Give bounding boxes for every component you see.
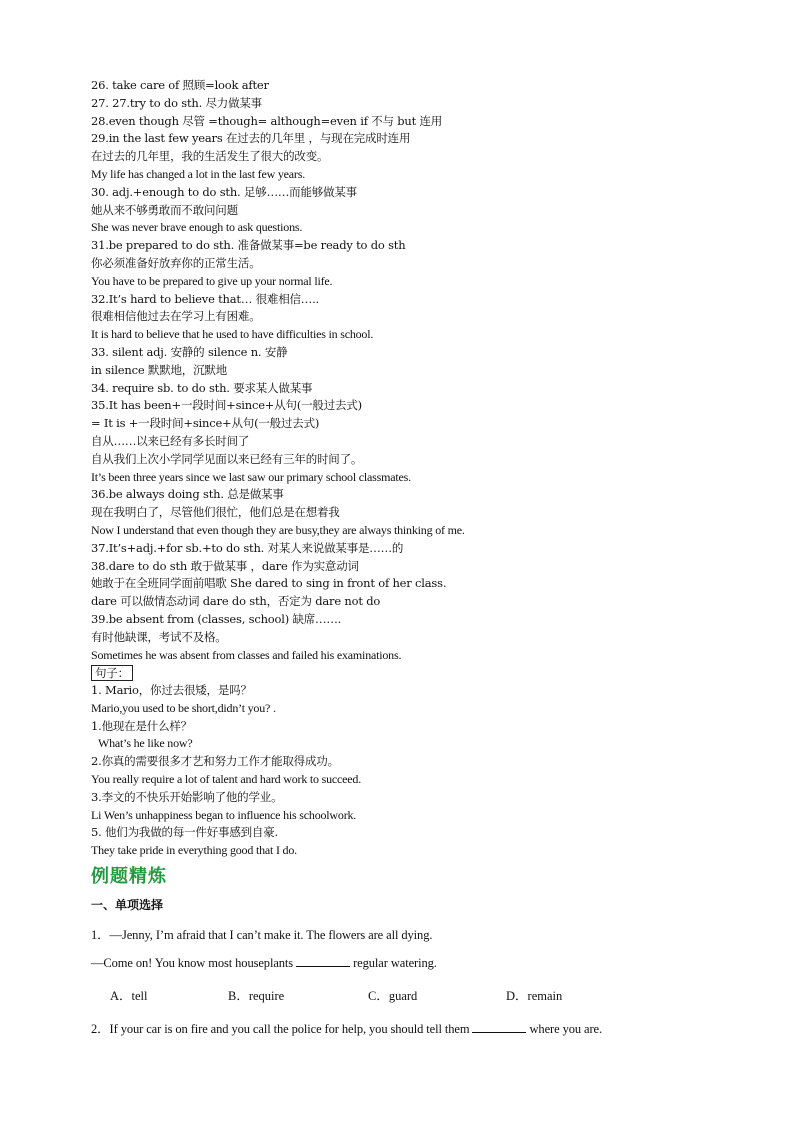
note-line: 28.even though 尽管 =though= although=even if 不与 but 连用 (91, 113, 443, 128)
note-line: 她从来不够勇敢而不敢问问题 (91, 202, 238, 217)
note-line: 有时他缺课，考试不及格。 (91, 629, 227, 644)
note-line: It is hard to believe that he used to have difficulties in school. (91, 327, 374, 342)
question-1-prompt-before: —Come on! You know most houseplants (91, 956, 297, 970)
note-line: 你必须准备好放弃你的正常生活。 (91, 255, 261, 270)
note-line: You really require a lot of talent and hard work to succeed. (91, 772, 362, 787)
note-line: 在过去的几年里，我的生活发生了很大的改变。 (91, 149, 329, 164)
note-line: 1.他现在是什么样？ (91, 718, 192, 733)
note-line: 31.be prepared to do sth. 准备做某事=be ready to do sth (91, 238, 406, 253)
note-line: 很难相信他过去在学习上有困难。 (91, 309, 261, 324)
note-line: 自从……以来已经有多长时间了 (91, 433, 250, 448)
note-line: = It is +一段时间+since+从句(一般过去式) (91, 416, 320, 431)
note-line: 自从我们上次小学同学见面以来已经有三年的时间了。 (91, 451, 363, 466)
option-b: B．require (228, 989, 285, 1003)
note-line: 32.It’s hard to believe that… 很难相信….. (91, 291, 320, 306)
note-line: What’s he like now? (98, 736, 193, 751)
note-line: You have to be prepared to give up your normal life. (91, 273, 333, 288)
note-line: 2.你真的需要很多才艺和努力工作才能取得成功。 (91, 754, 339, 769)
note-line: 37.It’s+adj.+for sb.+to do sth. 对某人来说做某事是……的 (91, 540, 404, 555)
note-line: dare 可以做情态动词 dare do sth，否定为 dare not do (91, 594, 381, 609)
question-2-after: where you are. (526, 1022, 603, 1036)
note-line: She was never brave enough to ask questions. (91, 220, 303, 235)
option-d: D．remain (506, 989, 563, 1003)
question-1-prompt (91, 956, 437, 971)
question-2-before: 2．If your car is on fire and you call the police for help, you should tell them (91, 1022, 473, 1036)
section-heading: 例题精炼 (91, 866, 167, 887)
note-line: Mario,you used to be short,didn’t you? . (91, 700, 276, 715)
sentences-label: 句子： (91, 665, 133, 681)
answer-blank (296, 956, 350, 967)
note-line: 5. 他们为我做的每一件好事感到自豪. (91, 825, 278, 840)
note-line: 29.in the last few years 在过去的几年里 ，与现在完成时连用 (91, 131, 411, 146)
question-1-prompt-after: regular watering. (350, 956, 437, 970)
note-line: in silence 默默地，沉默地 (91, 362, 228, 377)
note-line: They take pride in everything good that I do. (91, 843, 297, 858)
note-line: Li Wen’s unhappiness began to influence his schoolwork. (91, 807, 357, 822)
note-line: Sometimes he was absent from classes and failed his examinations. (91, 647, 402, 662)
note-line: 35.It has been+一段时间+since+从句(一般过去式) (91, 398, 362, 413)
answer-blank (472, 1022, 526, 1033)
sentences-label-line (91, 664, 731, 682)
note-line: 她敢于在全班同学面前唱歌 She dared to sing in front of her class. (91, 576, 447, 591)
note-line: 39.be absent from (classes, school) 缺席……. (91, 611, 342, 626)
note-line: 33. silent adj. 安静的 silence n. 安静 (91, 344, 288, 359)
note-line: It’s been three years since we last saw our primary school classmates. (91, 469, 411, 484)
question-1-stem: 1．—Jenny, I’m afraid that I can’t make it. The flowers are all dying. (91, 928, 433, 942)
note-line: 34. require sb. to do sth. 要求某人做某事 (91, 380, 313, 395)
note-line: 38.dare to do sth 敢于做某事 ，dare 作为实意动词 (91, 558, 359, 573)
note-line: 36.be always doing sth. 总是做某事 (91, 487, 284, 502)
option-c: C．guard (368, 989, 418, 1003)
vocabulary-notes (91, 77, 731, 860)
note-line: 1. Mario，你过去很矮，是吗？ (91, 683, 252, 698)
note-line: 30. adj.+enough to do sth. 足够……而能够做某事 (91, 184, 357, 199)
note-line: 26. take care of 照顾=look after (91, 78, 269, 92)
option-a: A．tell (110, 989, 148, 1003)
note-line: Now I understand that even though they are busy,they are always thinking of me. (91, 522, 465, 537)
note-line: My life has changed a lot in the last few years. (91, 166, 305, 181)
note-line: 3.李文的不快乐开始影响了他的学业。 (91, 789, 283, 804)
section-subheading: 一、单项选择 (91, 898, 164, 912)
note-line: 27. 27.try to do sth. 尽力做某事 (91, 95, 262, 110)
note-line: 现在我明白了，尽管他们很忙，他们总是在想着我 (91, 505, 340, 520)
question-2-stem (91, 1019, 602, 1037)
